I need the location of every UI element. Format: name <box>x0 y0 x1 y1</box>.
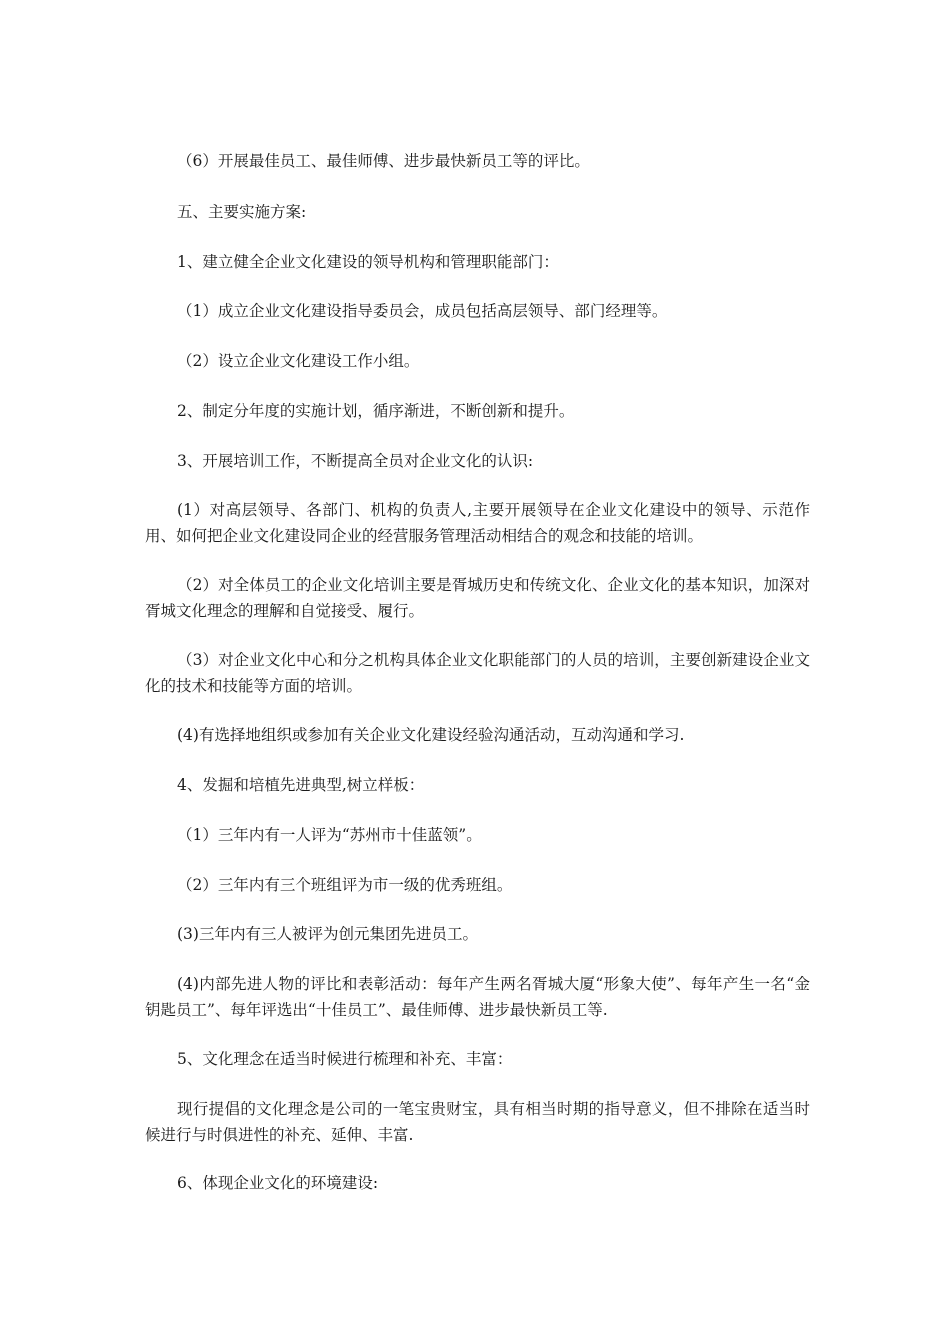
item-annual-plan: 2、制定分年度的实施计划，循序渐进，不断创新和提升。 <box>177 402 575 420</box>
subitem-working-group: （2）设立企业文化建设工作小组。 <box>177 352 420 370</box>
paragraph-current-concepts: 现行提倡的文化理念是公司的一笔宝贵财宝，具有相当时期的指导意义，但不排除在适当时候进行与时俱进性的补充、延伸、丰富. <box>145 1100 810 1144</box>
subitem-staff-training: （2）对全体员工的企业文化培训主要是胥城历史和传统文化、企业文化的基本知识，加深对胥城文化理念的理解和自觉接受、履行。 <box>145 576 810 620</box>
subitem-exchange-activities: (4)有选择地组织或参加有关企业文化建设经验沟通活动，互动沟通和学习. <box>177 726 685 744</box>
subitem-top-blue-collar: （1）三年内有一人评为“苏州市十佳蓝领”。 <box>177 826 482 844</box>
subitem-leader-training: (1）对高层领导、各部门、机构的负责人,主要开展领导在企业文化建设中的领导、示范作用、如何把企业文化建设同企业的经营服务管理活动相结合的观念和技能的培训。 <box>145 501 810 545</box>
item-leadership-structure: 1、建立健全企业文化建设的领导机构和管理职能部门： <box>177 253 559 271</box>
item-training: 3、开展培训工作，不断提高全员对企业文化的认识: <box>177 452 534 470</box>
item-role-models: 4、发掘和培植先进典型,树立样板： <box>177 776 425 794</box>
item-environment-building: 6、体现企业文化的环境建设: <box>177 1174 379 1192</box>
section-heading-implementation: 五、主要实施方案: <box>177 203 307 221</box>
subitem-internal-awards: (4)内部先进人物的评比和表彰活动：每年产生两名胥城大厦“形象大使”、每年产生一名“金钥匙员工”、每年评选出“十佳员工”、最佳师傅、进步最快新员工等. <box>145 975 810 1019</box>
subitem-steering-committee: （1）成立企业文化建设指导委员会，成员包括高层领导、部门经理等。 <box>177 302 668 320</box>
subitem-group-advanced-staff: (3)三年内有三人被评为创元集团先进员工。 <box>177 925 478 943</box>
item-culture-concepts: 5、文化理念在适当时候进行梳理和补充、丰富： <box>177 1050 513 1068</box>
subitem-culture-center-training: （3）对企业文化中心和分之机构具体企业文化职能部门的人员的培训，主要创新建设企业文化的技术和技能等方面的培训。 <box>145 651 810 695</box>
paragraph-evaluation: （6）开展最佳员工、最佳师傅、进步最快新员工等的评比。 <box>177 152 590 170</box>
subitem-excellent-teams: （2）三年内有三个班组评为市一级的优秀班组。 <box>177 876 513 894</box>
